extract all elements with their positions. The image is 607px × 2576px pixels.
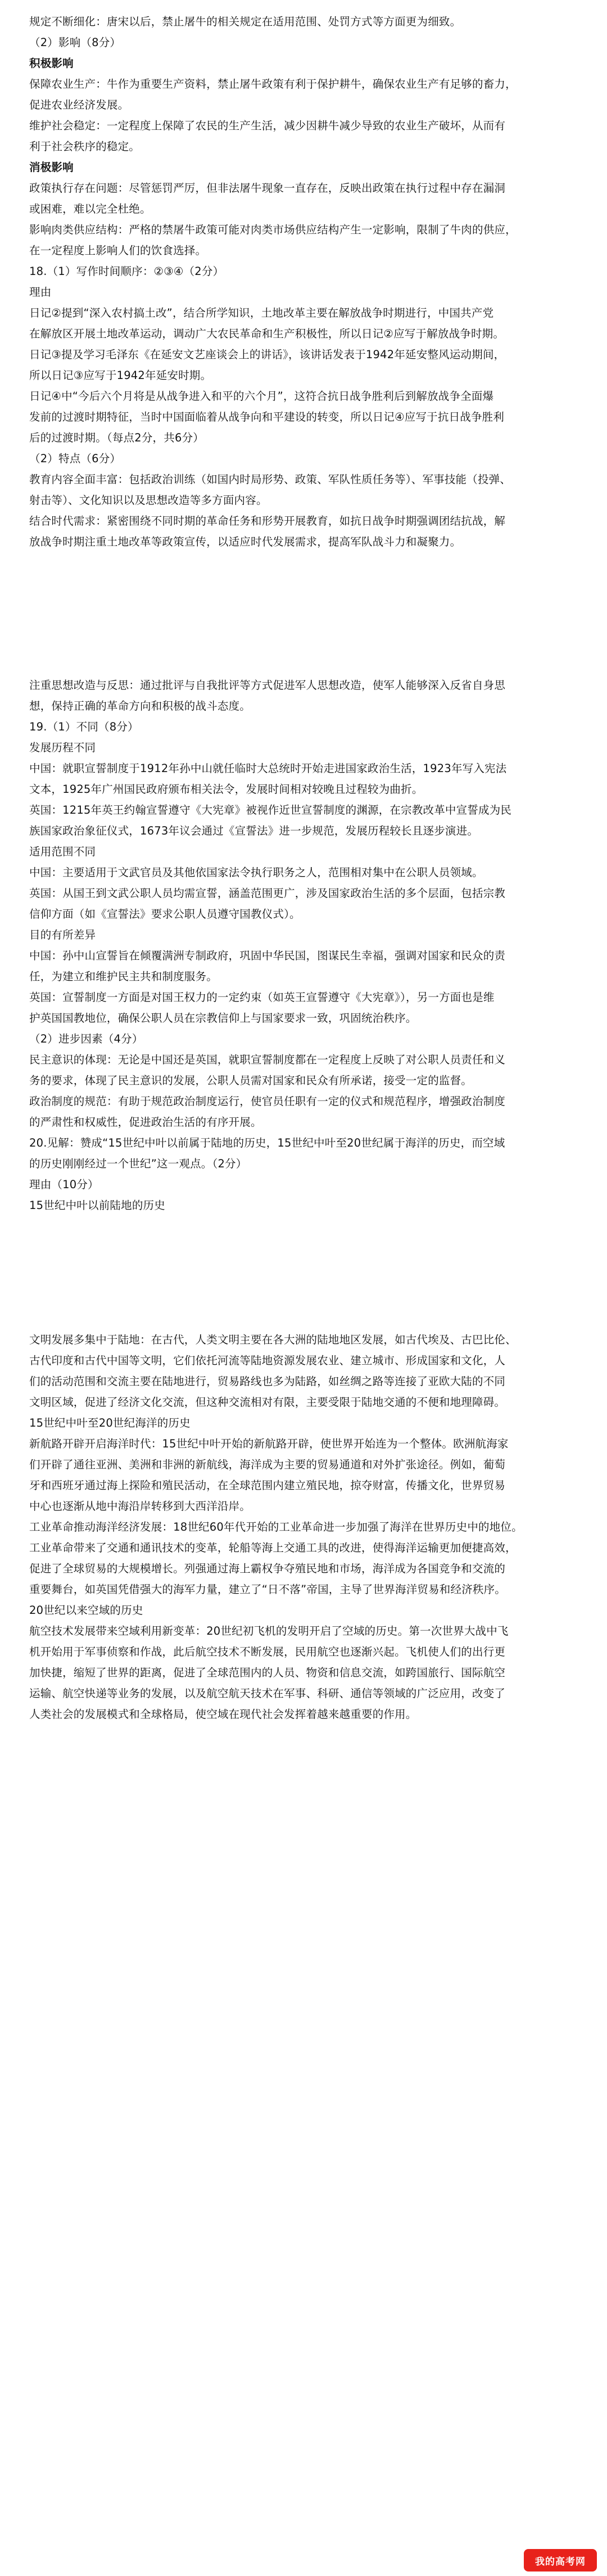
document-section-2: [29, 675, 596, 1216]
paragraph-line: 15世纪中叶以前陆地的历史: [29, 1199, 165, 1212]
paragraph-line: 族国家政治象征仪式，1673年议会通过《宣誓法》进一步规范，发展历程较长且逐步演进。: [29, 824, 479, 837]
paragraph-line: 维护社会稳定：一定程度上保障了农民的生产生活，减少因耕牛减少导致的农业生产破坏，从而有: [29, 119, 506, 132]
paragraph-line: 15世纪中叶至20世纪海洋的历史: [29, 1416, 191, 1429]
paragraph-line: 们开辟了通往亚洲、美洲和非洲的新航线，海洋成为主要的贸易通道和对外扩张途径。例如，葡萄: [29, 1458, 506, 1471]
paragraph-line: （2）进步因素（4分）: [29, 1032, 143, 1045]
paragraph-line: 的历史刚刚经过一个世纪”这一观点。（2分）: [29, 1157, 247, 1170]
paragraph-line: 们的活动范围和交流主要在陆地进行，贸易路线也多为陆路，如丝绸之路等连接了亚欧大陆的不同: [29, 1375, 506, 1388]
paragraph-line: 注重思想改造与反思：通过批评与自我批评等方式促进军人思想改造，使军人能够深入反省自身思: [29, 679, 506, 692]
paragraph-line: 保障农业生产：牛作为重要生产资料，禁止屠牛政策有利于保护耕牛，确保农业生产有足够的畜力，: [29, 78, 517, 91]
section-heading: 积极影响: [29, 57, 74, 70]
paragraph-line: 加快捷，缩短了世界的距离，促进了全球范围内的人员、物资和信息交流，如跨国旅行、国际航空: [29, 1666, 506, 1679]
paragraph-line: 政策执行存在问题：尽管惩罚严厉，但非法屠牛现象一直存在，反映出政策在执行过程中存在漏洞: [29, 182, 506, 195]
paragraph-line: 理由: [29, 286, 52, 299]
document-section-1: [29, 11, 596, 552]
paragraph-line: 想，保持正确的革命方向和积极的战斗态度。: [29, 700, 251, 712]
paragraph-line: 利于社会秩序的稳定。: [29, 140, 141, 153]
paragraph-line: 古代印度和古代中国等文明，它们依托河流等陆地资源发展农业、建立城市、形成国家和文化，人: [29, 1354, 506, 1367]
paragraph-line: 后的过渡时期。（每点2分，共6分）: [29, 431, 204, 444]
paragraph-line: 文本，1925年广州国民政府颁布相关法令，发展时间相对较晚且过程较为曲折。: [29, 783, 423, 796]
paragraph-line: 促进了全球贸易的大规模增长。列强通过海上霸权争夺殖民地和市场，海洋成为各国竞争和交流的: [29, 1562, 506, 1575]
paragraph-line: 教育内容全面丰富：包括政治训练（如国内时局形势、政策、军队性质任务等）、军事技能（投弹、: [29, 473, 511, 486]
paragraph-line: 民主意识的体现：无论是中国还是英国，就职宣誓制度都在一定程度上反映了对公职人员责任和义: [29, 1053, 506, 1066]
paragraph-line: 适用范围不同: [29, 845, 96, 858]
paragraph-line: 目的有所差异: [29, 928, 96, 941]
paragraph-line: 结合时代需求：紧密围绕不同时期的革命任务和形势开展教育，如抗日战争时期强调团结抗战，解: [29, 515, 506, 527]
paragraph-line: 理由（10分）: [29, 1178, 99, 1191]
paragraph-line: 20.见解：赞成“15世纪中叶以前属于陆地的历史，15世纪中叶至20世纪属于海洋的历史，而空域: [29, 1136, 505, 1149]
paragraph-line: 任，为建立和维护民主共和制度服务。: [29, 970, 218, 983]
paragraph-line: 牙和西班牙通过海上探险和殖民活动，在全球范围内建立殖民地，掠夺财富，传播文化，世界贸易: [29, 1479, 506, 1492]
paragraph-line: 在解放区开展土地改革运动，调动广大农民革命和生产积极性，所以日记②应写于解放战争时期。: [29, 327, 505, 340]
paragraph-line: 务的要求，体现了民主意识的发展，公职人员需对国家和民众有所承诺，接受一定的监督。: [29, 1074, 473, 1087]
section-heading: 消极影响: [29, 161, 74, 174]
paragraph-line: 工业革命带来了交通和通讯技术的变革，轮船等海上交通工具的改进，使得海洋运输更加便捷高效，: [29, 1541, 517, 1554]
paragraph-line: 中国：主要适用于文武官员及其他依国家法令执行职务之人，范围相对集中在公职人员领域。: [29, 866, 483, 879]
paragraph-line: 日记③提及学习毛泽东《在延安文艺座谈会上的讲话》，该讲话发表于1942年延安整风运动期间，: [29, 348, 505, 361]
paragraph-line: （2）影响（8分）: [29, 36, 121, 49]
paragraph-line: 英国：从国王到文武公职人员均需宣誓，涵盖范围更广，涉及国家政治生活的多个层面，包括宗教: [29, 887, 506, 900]
paragraph-line: 发前的过渡时期特征，当时中国面临着从战争向和平建设的转变，所以日记④应写于抗日战争胜利: [29, 410, 505, 423]
paragraph-line: 在一定程度上影响人们的饮食选择。: [29, 244, 207, 257]
paragraph-line: 或困难，难以完全杜绝。: [29, 202, 151, 215]
document-section-3: [29, 1329, 596, 1725]
paragraph-line: 规定不断细化：唐宋以后，禁止屠牛的相关规定在适用范围、处罚方式等方面更为细致。: [29, 15, 461, 28]
paragraph-line: 20世纪以来空域的历史: [29, 1604, 143, 1617]
paragraph-line: 中心也逐渐从地中海沿岸转移到大西洋沿岸。: [29, 1500, 251, 1513]
paragraph-line: 日记②提到“深入农村搞土改”，结合所学知识，土地改革主要在解放战争时期进行，中国共产党: [29, 306, 494, 319]
paragraph-line: 英国：宣誓制度一方面是对国王权力的一定约束（如英王宣誓遵守《大宪章》），另一方面也是维: [29, 991, 495, 1004]
paragraph-line: 发展历程不同: [29, 741, 96, 754]
paragraph-line: 护英国国教地位，确保公职人员在宗教信仰上与国家要求一致，巩固统治秩序。: [29, 1012, 417, 1025]
paragraph-line: 政治制度的规范：有助于规范政治制度运行，使官员任职有一定的仪式和规范程序，增强政治制度: [29, 1095, 506, 1108]
paragraph-line: 机开始用于军事侦察和作战，此后航空技术不断发展，民用航空也逐渐兴起。飞机使人们的出行更: [29, 1645, 506, 1658]
paragraph-line: 人类社会的发展模式和全球格局，使空域在现代社会发挥着越来越重要的作用。: [29, 1708, 417, 1721]
paragraph-line: 的严肃性和权威性，促进政治生活的有序开展。: [29, 1116, 262, 1129]
paragraph-line: 中国：就职宣誓制度于1912年孙中山就任临时大总统时开始走进国家政治生活，1923年写入宪法: [29, 762, 507, 775]
paragraph-line: 中国：孙中山宣誓旨在倾覆满洲专制政府，巩固中华民国，图谋民生幸福，强调对国家和民众的责: [29, 949, 506, 962]
site-watermark-logo: 我的高考网: [524, 2549, 597, 2572]
paragraph-line: 运输、航空快递等业务的发展，以及航空航天技术在军事、科研、通信等领域的广泛应用，改变了: [29, 1687, 506, 1700]
paragraph-line: 新航路开辟开启海洋时代：15世纪中叶开始的新航路开辟，使世界开始连为一个整体。欧洲航海家: [29, 1437, 509, 1450]
paragraph-line: （2）特点（6分）: [29, 452, 121, 465]
paragraph-line: 促进农业经济发展。: [29, 98, 129, 111]
paragraph-line: 文明发展多集中于陆地：在古代，人类文明主要在各大洲的陆地地区发展，如古代埃及、古巴比伦、: [29, 1333, 517, 1346]
section-gap: [29, 1216, 596, 1329]
paragraph-line: 18.（1）写作时间顺序：②③④（2分）: [29, 265, 224, 278]
paragraph-line: 英国：1215年英王约翰宣誓遵守《大宪章》被视作近世宣誓制度的渊源，在宗教改革中宣誓成为民: [29, 804, 512, 816]
paragraph-line: 文明区域，促进了经济文化交流，但这种交流相对有限，主要受限于陆地交通的不便和地理障碍。: [29, 1396, 506, 1409]
paragraph-line: 日记④中“今后六个月将是从战争进入和平的六个月”，这符合抗日战争胜利后到解放战争全面爆: [29, 390, 494, 403]
paragraph-line: 信仰方面（如《宣誓法》要求公职人员遵守国教仪式）。: [29, 908, 301, 921]
section-gap: [29, 552, 596, 675]
paragraph-line: 所以日记③应写于1942年延安时期。: [29, 369, 212, 382]
paragraph-line: 航空技术发展带来空域利用新变革：20世纪初飞机的发明开启了空域的历史。第一次世界大战中飞: [29, 1625, 509, 1637]
paragraph-line: 影响肉类供应结构：严格的禁屠牛政策可能对肉类市场供应结构产生一定影响，限制了牛肉的供应，: [29, 223, 517, 236]
paragraph-line: 放战争时期注重土地改革等政策宣传，以适应时代发展需求，提高军队战斗力和凝聚力。: [29, 535, 461, 548]
paragraph-line: 射击等）、文化知识以及思想改造等多方面内容。: [29, 494, 268, 507]
paragraph-line: 19.（1）不同（8分）: [29, 720, 139, 733]
paragraph-line: 工业革命推动海洋经济发展：18世纪60年代开始的工业革命进一步加强了海洋在世界历史中的地位。: [29, 1521, 523, 1533]
paragraph-line: 重要舞台，如英国凭借强大的海军力量，建立了“日不落”帝国，主导了世界海洋贸易和经济秩序。: [29, 1583, 506, 1596]
